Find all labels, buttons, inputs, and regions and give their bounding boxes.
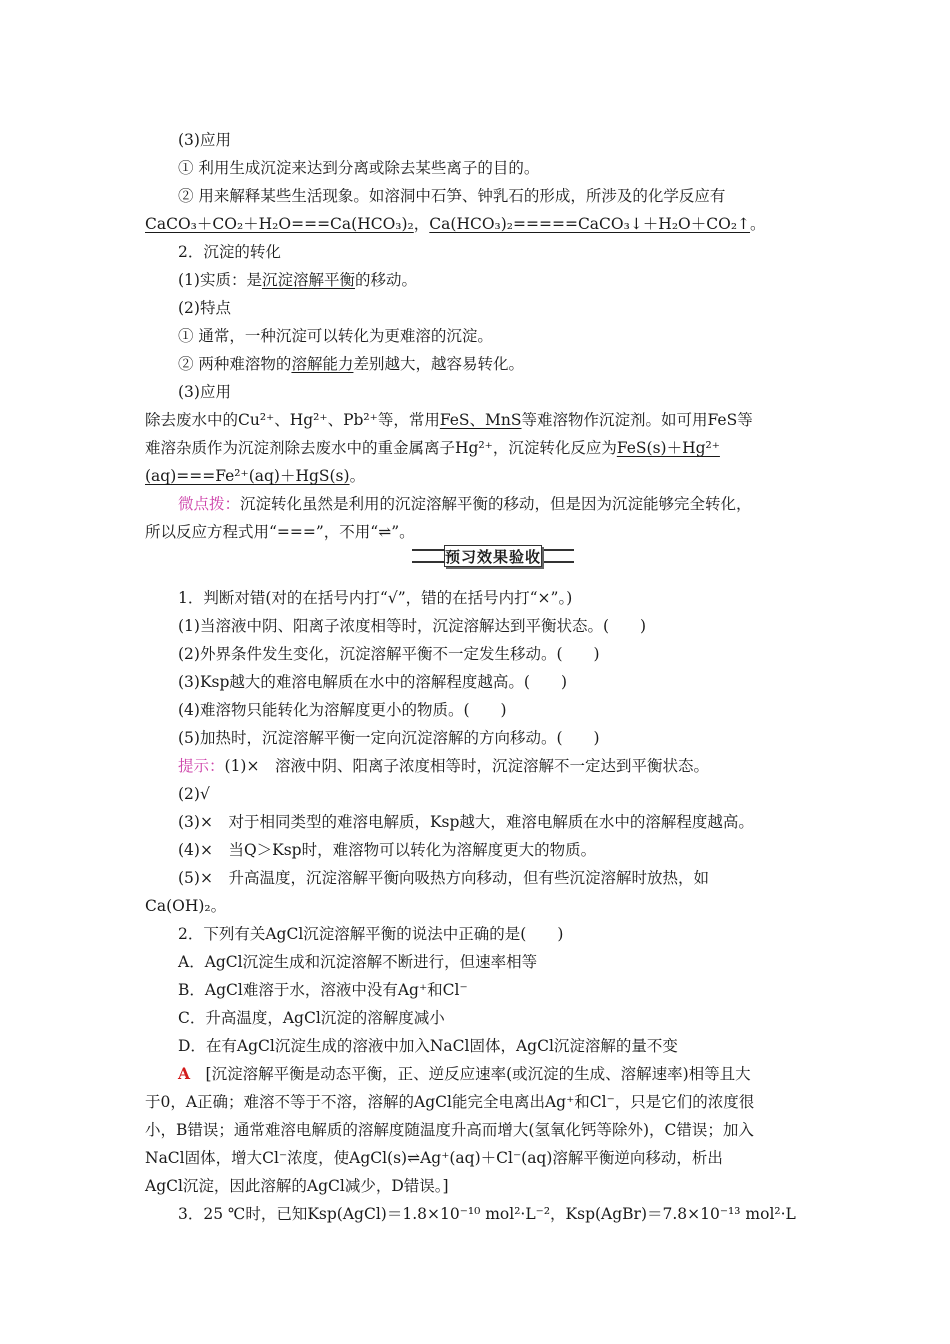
text-line [178, 298, 231, 318]
underlined-answer: FeS、MnS [439, 411, 522, 429]
text-segment: NaCl固体，增大Cl⁻浓度，使AgCl(s)⇌Ag⁺(aq)＋Cl⁻(aq)溶解平衡逆向移动，析出 [145, 1149, 723, 1167]
text-line [145, 214, 766, 234]
text-segment: [沉淀溶解平衡是动态平衡，正、逆反应速率(或沉淀的生成、溶解速率)相等且大 [190, 1065, 751, 1083]
text-line [145, 1148, 723, 1168]
text-segment: 。 [349, 467, 366, 485]
text-line [145, 410, 753, 430]
text-segment: (4)难溶物只能转化为溶解度更小的物质。( ) [178, 701, 507, 719]
underlined-answer: 溶解能力 [291, 355, 354, 373]
text-segment: 小，B错误；通常难溶电解质的溶解度随温度升高而增大(氢氧化钙等除外)，C错误；加入 [145, 1121, 754, 1139]
text-segment: 等难溶物作沉淀剂。如可用FeS等 [521, 411, 753, 429]
text-segment: 1．判断对错(对的在括号内打“√”，错的在括号内打“×”。) [178, 589, 573, 607]
text-line [178, 588, 572, 608]
text-segment: (4)× 当Q＞Ksp时，难溶物可以转化为溶解度更大的物质。 [178, 841, 597, 859]
text-segment: (2)外界条件发生变化，沉淀溶解平衡不一定发生移动。( ) [178, 645, 600, 663]
text-line [178, 980, 468, 1000]
text-line [178, 354, 524, 374]
text-segment: AgCl沉淀，因此溶解的AgCl减少，D错误。] [145, 1177, 449, 1195]
text-segment: 2．沉淀的转化 [178, 243, 281, 261]
text-line [178, 812, 754, 832]
highlight-label: 提示： [178, 757, 225, 775]
underlined-answer: Ca(HCO₃)₂=====CaCO₃↓＋H₂O＋CO₂↑ [429, 215, 751, 233]
text-segment: 。 [750, 215, 766, 233]
text-segment: ， [413, 215, 430, 233]
text-line [178, 728, 600, 748]
text-line [178, 700, 507, 720]
text-segment: 沉淀转化虽然是利用的沉淀溶解平衡的移动，但是因为沉淀能够完全转化， [240, 495, 752, 513]
underlined-answer: (aq)===Fe²⁺(aq)＋HgS(s) [145, 467, 350, 485]
text-segment: (5)× 升高温度，沉淀溶解平衡向吸热方向移动，但有些沉淀溶解时放热，如 [178, 869, 709, 887]
text-line [178, 1008, 445, 1028]
text-line [178, 756, 709, 776]
text-segment: B．AgCl难溶于水，溶液中没有Ag⁺和Cl⁻ [178, 981, 468, 999]
text-line [145, 522, 415, 542]
text-segment: 差别越大，越容易转化。 [353, 355, 524, 373]
text-line [145, 1092, 754, 1112]
text-segment: (2)√ [178, 785, 210, 803]
text-line [145, 896, 226, 916]
text-segment: Ca(OH)₂。 [145, 897, 227, 915]
text-line [178, 494, 752, 514]
text-segment: A．AgCl沉淀生成和沉淀溶解不断进行，但速率相等 [178, 953, 538, 971]
text-segment: ② 两种难溶物的 [178, 355, 292, 373]
highlight-label: 微点拨： [178, 495, 241, 513]
underlined-answer: CaCO₃＋CO₂＋H₂O===Ca(HCO₃)₂ [145, 215, 414, 233]
text-segment: 3．25 ℃时，已知Ksp(AgCl)＝1.8×10⁻¹⁰ mol²·L⁻²，Ksp(AgBr)＝7.8×10⁻¹³ mol²·L [178, 1205, 796, 1223]
text-line [178, 672, 567, 692]
text-segment: ① 利用生成沉淀来达到分离或除去某些离子的目的。 [178, 159, 540, 177]
text-segment: 的移动。 [354, 271, 417, 289]
text-line [178, 270, 417, 290]
text-line [178, 924, 563, 944]
text-line [145, 1120, 754, 1140]
text-line [178, 130, 231, 150]
underlined-answer: 沉淀溶解平衡 [261, 271, 355, 289]
text-line [178, 1064, 751, 1084]
text-line [178, 644, 600, 664]
text-segment: ② 用来解释某些生活现象。如溶洞中石笋、钟乳石的形成，所涉及的化学反应有 [178, 187, 726, 205]
section-banner [412, 545, 574, 567]
text-line [178, 868, 709, 888]
text-line [178, 158, 539, 178]
text-line [178, 784, 210, 804]
text-segment: (5)加热时，沉淀溶解平衡一定向沉淀溶解的方向移动。( ) [178, 729, 600, 747]
banner-title: 预习效果验收 [444, 545, 542, 567]
highlight-label: A [178, 1064, 191, 1083]
text-segment: (1)× 溶液中阴、阳离子浓度相等时，沉淀溶解不一定达到平衡状态。 [224, 757, 709, 775]
text-line [145, 1176, 449, 1196]
text-segment: 所以反应方程式用“===”，不用“⇌”。 [145, 523, 415, 541]
text-segment: 难溶杂质作为沉淀剂除去废水中的重金属离子Hg²⁺，沉淀转化反应为 [145, 439, 617, 457]
text-segment: C．升高温度，AgCl沉淀的溶解度减小 [178, 1009, 445, 1027]
text-segment: (3)× 对于相同类型的难溶电解质，Ksp越大，难溶电解质在水中的溶解程度越高。 [178, 813, 754, 831]
text-line [145, 438, 720, 458]
text-segment: D．在有AgCl沉淀生成的溶液中加入NaCl固体，AgCl沉淀溶解的量不变 [178, 1037, 678, 1055]
text-segment: (3)应用 [178, 131, 231, 149]
text-segment: (2)特点 [178, 299, 231, 317]
text-segment: (3)Ksp越大的难溶电解质在水中的溶解程度越高。( ) [178, 673, 568, 691]
text-segment: (3)应用 [178, 383, 231, 401]
text-segment: ① 通常，一种沉淀可以转化为更难溶的沉淀。 [178, 327, 493, 345]
text-segment: 2．下列有关AgCl沉淀溶解平衡的说法中正确的是( ) [178, 925, 564, 943]
text-line [178, 1036, 678, 1056]
text-line [178, 242, 281, 262]
text-segment: 除去废水中的Cu²⁺、Hg²⁺、Pb²⁺等，常用 [145, 411, 440, 429]
text-segment: (1)实质：是 [178, 271, 262, 289]
text-line [178, 952, 537, 972]
text-segment: (1)当溶液中阴、阳离子浓度相等时，沉淀溶解达到平衡状态。( ) [178, 617, 647, 635]
text-line [178, 616, 646, 636]
underlined-answer: FeS(s)＋Hg²⁺ [616, 439, 720, 457]
text-line [145, 466, 365, 486]
text-line [178, 326, 493, 346]
text-line [178, 382, 231, 402]
text-segment: 于0，A正确；难溶不等于不溶，溶解的AgCl能完全电离出Ag⁺和Cl⁻，只是它们的浓度很 [145, 1093, 755, 1111]
text-line [178, 840, 596, 860]
text-line [178, 186, 725, 206]
text-line [178, 1204, 796, 1224]
